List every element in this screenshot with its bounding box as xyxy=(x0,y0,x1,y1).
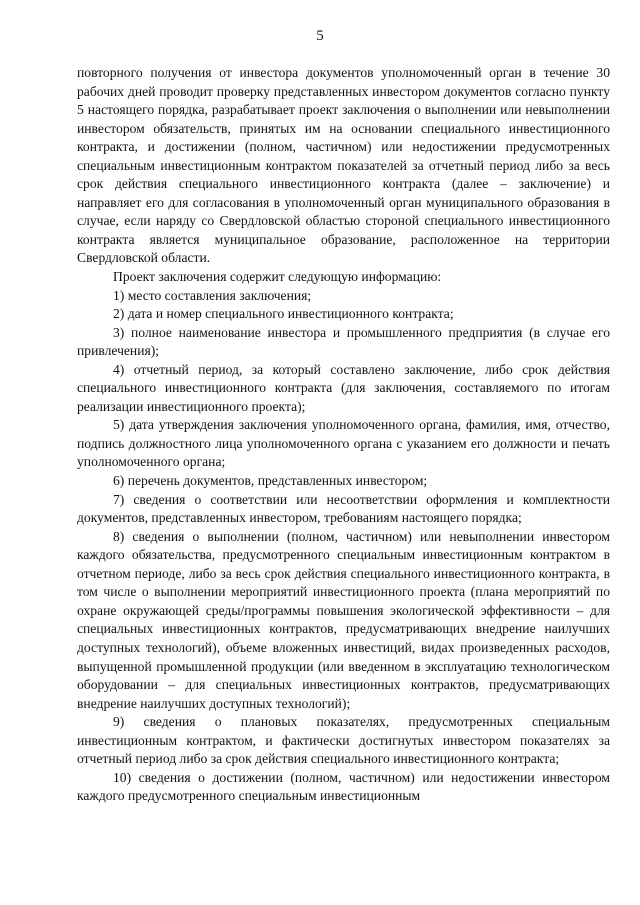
list-item-3: 3) полное наименование инвестора и промышленного предприятия (в случае его привлечения); xyxy=(77,324,610,359)
document-body xyxy=(77,64,610,806)
list-item-9: 9) сведения о плановых показателях, предусмотренных специальным инвестиционным контрактом, и фактически достигнутых инвестором показателях за отчетный период либо за срок действия специального инвестиционного контракта; xyxy=(77,714,610,767)
list-item-7: 7) сведения о соответствии или несоответствии оформления и комплектности документов, представленных инвестором, требованиям настоящего порядка; xyxy=(77,491,610,526)
list-item-6: 6) перечень документов, представленных инвестором; xyxy=(113,473,428,489)
paragraph-intro: Проект заключения содержит следующую информацию: xyxy=(113,269,442,285)
list-item-1: 1) место составления заключения; xyxy=(113,287,312,303)
list-item-8: 8) сведения о выполнении (полном, частичном) или невыполнении инвестором каждого обязательства, предусмотренного специальным инвестиционным контрактом в отчетном периоде, либо за весь срок действия специального инвестиционного контракта, в том числе о выполнении мероприятий инвестиционного проекта (плана мероприятий по охране окружающей среды/программы повышения экологической эффективности – для специальных инвестиционных контрактов, предусматривающих внедрение наилучших доступных технологий), объеме вложенных инвестиций, видах произведенных расходов, выпущенной промышленной продукции (или введенном в эксплуатацию технологическом оборудовании – для специальных инвестиционных контрактов, предусматривающих внедрение наилучших доступных технологий); xyxy=(77,528,610,711)
list-item-5: 5) дата утверждения заключения уполномоченного органа, фамилия, имя, отчество, подпись должностного лица уполномоченного органа с указанием его должности и печать уполномоченного органа; xyxy=(77,417,610,470)
paragraph-continuation: повторного получения от инвестора документов уполномоченный орган в течение 30 рабочих дней проводит проверку представленных инвестором документов согласно пункту 5 настоящего порядка, разрабатывает проект заключения о выполнении или невыполнении инвестором обязательств, принятых им на основании специального инвестиционного контракта, и достижении (полном, частичном) или недостижении предусмотренных специальным инвестиционным контрактом показателей за отчетный период либо за весь срок действия специального инвестиционного контракта (далее – заключение) и направляет его для согласования в уполномоченный орган муниципального образования в случае, если наряду со Свердловской областью стороной специального инвестиционного контракта является муниципальное образование, расположенное на территории Свердловской области. xyxy=(77,65,610,266)
list-item-10: 10) сведения о достижении (полном, частичном) или недостижении инвестором каждого предусмотренного специальным инвестиционным xyxy=(77,769,610,804)
list-item-4: 4) отчетный период, за который составлено заключение, либо срок действия специального инвестиционного контракта (для заключения, составляемого по итогам реализации инвестиционного проекта); xyxy=(77,361,610,414)
page-number: 5 xyxy=(316,28,324,44)
list-item-2: 2) дата и номер специального инвестиционного контракта; xyxy=(113,306,454,322)
